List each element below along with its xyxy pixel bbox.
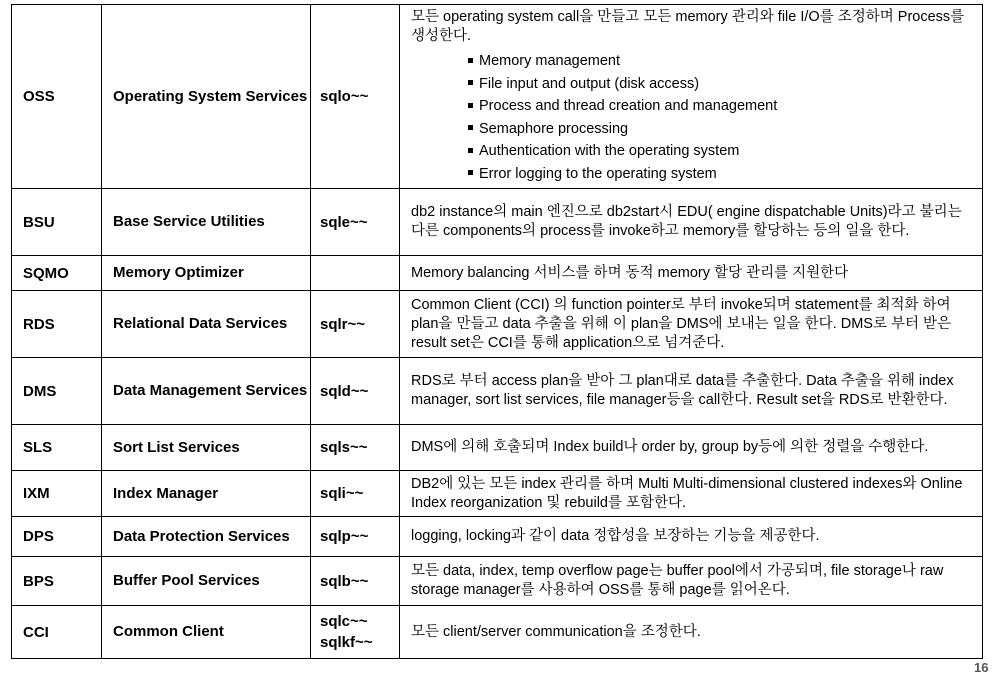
component-abbreviation: RDS: [12, 291, 102, 358]
bullet-text: Authentication with the operating system: [479, 143, 740, 159]
component-description-cell: [400, 425, 983, 471]
component-description: RDS로 부터 access plan을 받아 그 plan대로 data를 추출한다. Data 추출을 위해 index manager, sort list services, file manager등을 call한다. Result set을 RDS로 반환한다.: [411, 373, 954, 408]
function-prefix-cell: [311, 606, 400, 659]
component-description-cell: [400, 189, 983, 256]
table-row: [12, 5, 983, 189]
component-abbreviation: BPS: [12, 557, 102, 606]
square-bullet-icon: [468, 103, 473, 108]
bullet-text: Semaphore processing: [479, 120, 629, 137]
function-prefix: sqlkf~~: [320, 634, 373, 651]
component-description-cell: [400, 471, 983, 517]
table-row: [12, 557, 983, 606]
component-name: Relational Data Services: [102, 291, 311, 358]
function-prefix-cell: [311, 291, 400, 358]
component-description: 모든 data, index, temp overflow page는 buffer pool에서 가공되며, file storage나 raw storage manager를 사용하여 OSS를 통해 page를 읽어온다.: [411, 563, 944, 598]
square-bullet-icon: [468, 125, 473, 130]
function-prefix-cell: [311, 425, 400, 471]
square-bullet-icon: [468, 148, 473, 153]
page-number: 16: [974, 660, 989, 675]
component-description: Common Client (CCI) 의 function pointer로 부터 invoke되며 statement를 최적화 하여 plan을 만들고 data 추출을 위해 이 plan을 DMS에 보내는 일을 한다. DMS로 부터 받은 result set은 CCI를 통해 application으로 넘겨준다.: [411, 296, 952, 351]
component-abbreviation: IXM: [12, 471, 102, 517]
function-prefix: sqlo~~: [320, 88, 369, 105]
bullet-text: File input and output (disk access): [479, 75, 700, 92]
function-prefix: sqlb~~: [320, 572, 369, 590]
bullet-item: [468, 73, 974, 96]
component-abbreviation: CCI: [12, 606, 102, 659]
function-prefix: sqlr~~: [320, 315, 366, 333]
bullet-item: [468, 118, 974, 141]
table-row: [12, 606, 983, 659]
function-prefix: sqle~~: [320, 213, 368, 231]
bullet-list: [411, 50, 974, 185]
square-bullet-icon: [468, 80, 473, 85]
function-prefix-cell: [311, 517, 400, 557]
component-abbreviation: SLS: [12, 425, 102, 471]
function-prefix: sqli~~: [320, 485, 364, 502]
function-prefix-cell: [311, 557, 400, 606]
component-name: Operating System Services: [102, 5, 311, 189]
function-prefix-cell: [311, 358, 400, 425]
function-prefix-cell: [311, 256, 400, 291]
table-row: [12, 189, 983, 256]
component-description-cell: [400, 291, 983, 358]
function-prefix-cell: [311, 189, 400, 256]
function-prefix: sqls~~: [320, 439, 368, 456]
table-row: [12, 471, 983, 517]
components-table-body: [12, 5, 983, 659]
component-description-cell: [400, 517, 983, 557]
component-description-cell: [400, 606, 983, 659]
bullet-text: Process and thread creation and management: [479, 98, 778, 114]
component-abbreviation: SQMO: [12, 256, 102, 291]
function-prefix-cell: [311, 471, 400, 517]
table-row: [12, 517, 983, 557]
component-description-cell: [400, 557, 983, 606]
table-row: [12, 358, 983, 425]
square-bullet-icon: [468, 170, 473, 175]
bullet-item: [468, 163, 974, 186]
component-description: logging, locking과 같이 data 정합성을 보장하는 기능을 제공한다.: [411, 528, 820, 544]
bullet-text: Error logging to the operating system: [479, 165, 717, 182]
component-description: DMS에 의해 호출되며 Index build나 order by, group by등에 의한 정렬을 수행한다.: [411, 439, 929, 455]
bullet-item: [468, 50, 974, 73]
component-abbreviation: BSU: [12, 189, 102, 256]
function-prefix: sqlc~~: [320, 613, 368, 630]
function-prefix: sqlp~~: [320, 528, 369, 545]
component-name: Memory Optimizer: [102, 256, 311, 291]
components-table: [11, 4, 983, 659]
table-row: [12, 425, 983, 471]
bullet-item: [468, 95, 974, 118]
component-name: Data Protection Services: [102, 517, 311, 557]
component-name: Index Manager: [102, 471, 311, 517]
bullet-text: Memory management: [479, 53, 621, 69]
component-name: Buffer Pool Services: [102, 557, 311, 606]
component-description: Memory balancing 서비스를 하며 동적 memory 할당 관리를 지원한다: [411, 264, 849, 281]
component-name: Sort List Services: [102, 425, 311, 471]
component-abbreviation: DPS: [12, 517, 102, 557]
component-description: DB2에 있는 모든 index 관리를 하며 Multi Multi-dimensional clustered indexes와 Online Index reorganization 및 rebuild를 포함한다.: [411, 475, 963, 511]
table-row: [12, 291, 983, 358]
component-name: Base Service Utilities: [102, 189, 311, 256]
component-description: 모든 operating system call을 만들고 모든 memory 관리와 file I/O를 조정하며 Process를 생성한다.: [411, 9, 965, 44]
component-abbreviation: OSS: [12, 5, 102, 189]
component-description-cell: [400, 256, 983, 291]
component-name: Data Management Services: [102, 358, 311, 425]
square-bullet-icon: [468, 58, 473, 63]
function-prefix: sqld~~: [320, 382, 369, 400]
component-description-cell: [400, 5, 983, 189]
component-description-cell: [400, 358, 983, 425]
component-abbreviation: DMS: [12, 358, 102, 425]
component-name: Common Client: [102, 606, 311, 659]
function-prefix-cell: [311, 5, 400, 189]
component-description: db2 instance의 main 엔진으로 db2start시 EDU( engine dispatchable Units)라고 불리는 다른 components의 process를 invoke하고 memory를 할당하는 등의 일을 한다.: [411, 204, 962, 239]
component-description: 모든 client/server communication을 조정한다.: [411, 623, 701, 640]
bullet-item: [468, 140, 974, 163]
table-row: [12, 256, 983, 291]
